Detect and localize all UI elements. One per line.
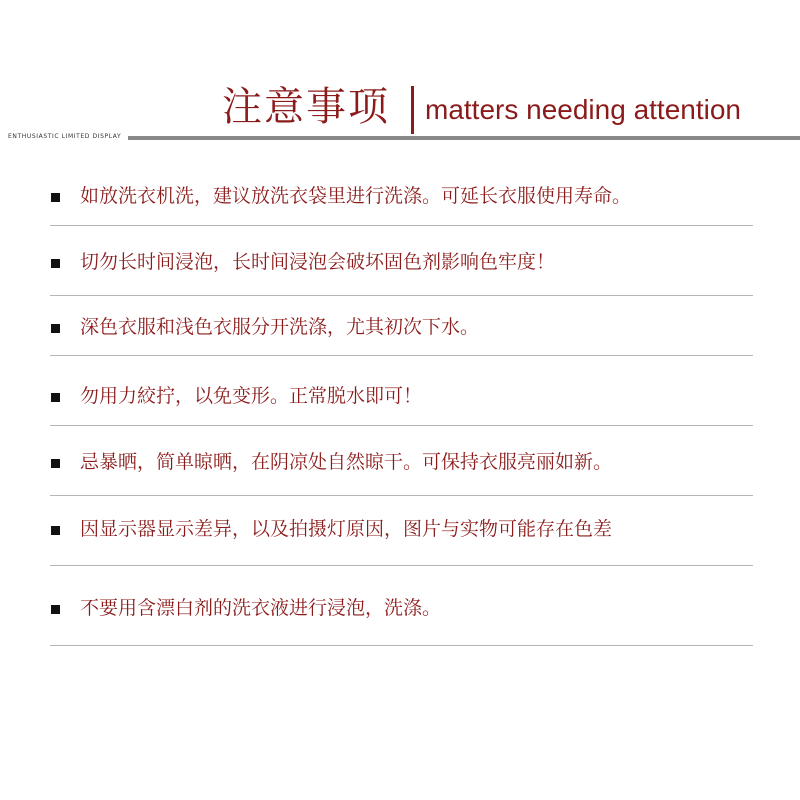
list-item [0,160,800,230]
list-item [0,500,800,570]
list-item [0,360,800,430]
list-divider [50,355,753,356]
bullet-square-icon [51,526,60,535]
bullet-square-icon [51,324,60,333]
list-divider [50,645,753,646]
list-item-text: 不要用含漂白剂的洗衣液进行浸泡，洗涤。 [80,597,442,619]
list-item-text: 忌暴晒，简单晾晒，在阴凉处自然晾干。可保持衣服亮丽如新。 [80,451,613,473]
list-item [0,430,800,500]
bullet-square-icon [51,605,60,614]
list-divider [50,565,753,566]
list-item-text: 如放洗衣机洗，建议放洗衣袋里进行洗涤。可延长衣服使用寿命。 [80,185,632,207]
header-tagline: ENTHUSIASTIC LIMITED DISPLAY [8,133,122,140]
page-title-chinese: 注意事项 [222,84,390,130]
list-item [0,230,800,300]
list-item-text: 因显示器显示差异，以及拍摄灯原因，图片与实物可能存在色差 [80,518,613,540]
bullet-square-icon [51,393,60,402]
list-item-text: 切勿长时间浸泡，长时间浸泡会破坏固色剂影响色牢度！ [80,251,556,273]
list-divider [50,225,753,226]
list-item-text: 深色衣服和浅色衣服分开洗涤，尤其初次下水。 [80,316,480,338]
bullet-square-icon [51,193,60,202]
list-item-text: 勿用力絞拧，以免变形。正常脱水即可！ [80,385,423,407]
bullet-square-icon [51,459,60,468]
list-item [0,570,800,640]
page-title-english: matters needing attention [425,94,741,125]
list-divider [50,295,753,296]
list-divider [50,495,753,496]
bullet-square-icon [51,259,60,268]
list-divider [50,425,753,426]
